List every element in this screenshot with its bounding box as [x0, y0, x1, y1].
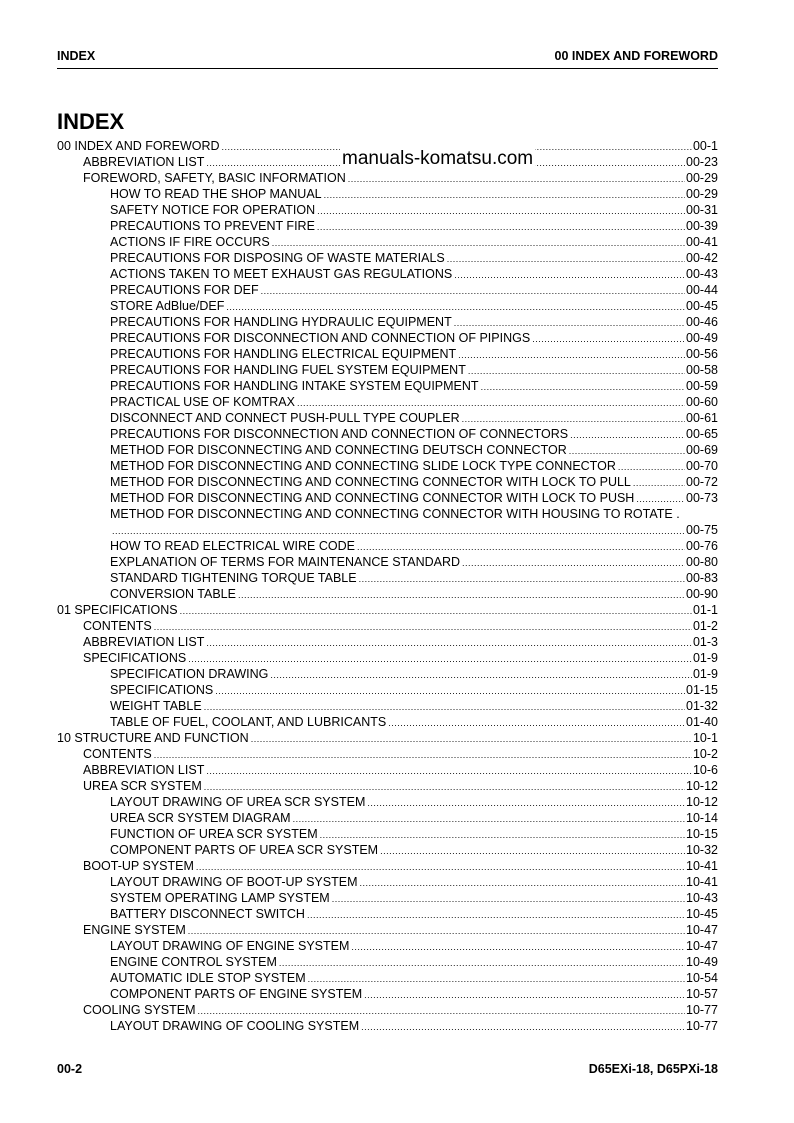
dot-leader	[360, 875, 686, 890]
toc-entry[interactable]	[57, 346, 718, 362]
toc-entry-page: 00-29	[686, 187, 718, 201]
dot-leader	[272, 235, 685, 250]
dot-leader	[388, 715, 685, 730]
toc-entry-page: 10-41	[686, 875, 718, 889]
toc-entry[interactable]	[57, 746, 718, 762]
toc-entry-title: CONVERSION TABLE	[110, 587, 236, 601]
toc-entry-title: EXPLANATION OF TERMS FOR MAINTENANCE STANDARD	[110, 555, 461, 569]
toc-entry-title: PRECAUTIONS FOR DISCONNECTION AND CONNECTION OF PIPINGS	[110, 331, 531, 345]
toc-entry-title: LAYOUT DRAWING OF UREA SCR SYSTEM	[110, 795, 366, 809]
toc-entry-page: 01-9	[692, 651, 718, 665]
toc-entry-page: 00-69	[686, 443, 718, 457]
dot-leader	[569, 443, 685, 458]
toc-entry[interactable]	[57, 538, 718, 554]
toc-entry[interactable]	[57, 666, 718, 682]
toc-entry-page: 00-80	[686, 555, 718, 569]
dot-leader	[206, 763, 692, 778]
dot-leader	[380, 843, 685, 858]
toc-entry[interactable]	[57, 970, 718, 986]
toc-entry-title: BOOT-UP SYSTEM	[83, 859, 194, 873]
toc-entry-page: 10-41	[686, 859, 718, 873]
toc-entry-page: 00-90	[686, 587, 718, 601]
toc-entry-page: 10-2	[692, 747, 718, 761]
toc-entry-page: 10-12	[686, 795, 718, 809]
table-of-contents	[57, 138, 718, 1034]
toc-entry-title: PRECAUTIONS TO PREVENT FIRE	[110, 219, 315, 233]
toc-entry-title: PRECAUTIONS FOR DISPOSING OF WASTE MATERIALS	[110, 251, 445, 265]
toc-entry-title: UREA SCR SYSTEM	[83, 779, 202, 793]
toc-entry-title: PRECAUTIONS FOR DEF	[110, 283, 259, 297]
toc-entry-page: 00-75	[686, 523, 718, 537]
dot-leader	[359, 571, 685, 586]
toc-entry-page: 00-31	[686, 203, 718, 217]
toc-entry-title: STANDARD TIGHTENING TORQUE TABLE	[110, 571, 357, 585]
toc-entry-page: 10-12	[686, 779, 718, 793]
page-title: INDEX	[57, 109, 125, 134]
toc-entry-title: ENGINE SYSTEM	[83, 923, 186, 937]
toc-entry[interactable]	[57, 234, 718, 250]
dot-leader	[196, 859, 685, 874]
toc-entry-page: 00-72	[686, 475, 718, 489]
dot-leader	[633, 475, 685, 490]
toc-entry-page: 00-43	[686, 267, 718, 281]
toc-entry-page: 10-47	[686, 939, 718, 953]
toc-entry-title: METHOD FOR DISCONNECTING AND CONNECTING CONNECTOR WITH LOCK TO PUSH	[110, 491, 635, 505]
toc-entry[interactable]	[57, 426, 718, 442]
toc-entry-title: ACTIONS IF FIRE OCCURS	[110, 235, 270, 249]
toc-entry-title: STORE AdBlue/DEF	[110, 299, 225, 313]
toc-entry[interactable]	[57, 954, 718, 970]
toc-entry[interactable]	[57, 522, 718, 538]
toc-entry[interactable]	[57, 602, 718, 618]
toc-entry-title: ENGINE CONTROL SYSTEM	[110, 955, 277, 969]
toc-entry-title: 01 SPECIFICATIONS	[57, 603, 178, 617]
dot-leader	[154, 747, 692, 762]
toc-entry-title: ABBREVIATION LIST	[83, 763, 205, 777]
toc-entry-page: 00-44	[686, 283, 718, 297]
toc-entry-page: 00-45	[686, 299, 718, 313]
toc-entry-page: 01-32	[686, 699, 718, 713]
toc-entry-page: 00-49	[686, 331, 718, 345]
dot-leader	[293, 811, 685, 826]
dot-leader	[154, 619, 692, 634]
toc-entry[interactable]	[57, 458, 718, 474]
dot-leader	[226, 299, 685, 314]
toc-entry-page: 00-61	[686, 411, 718, 425]
dot-leader	[297, 395, 685, 410]
dot-leader	[570, 427, 685, 442]
toc-entry[interactable]	[57, 906, 718, 922]
toc-entry-title: METHOD FOR DISCONNECTING AND CONNECTING CONNECTOR WITH LOCK TO PULL	[110, 475, 631, 489]
toc-entry-page: 10-14	[686, 811, 718, 825]
toc-entry-title: 00 INDEX AND FOREWORD	[57, 139, 220, 153]
dot-leader	[180, 603, 692, 618]
toc-entry[interactable]	[57, 554, 718, 570]
toc-entry[interactable]	[57, 506, 718, 522]
dot-leader	[351, 939, 685, 954]
toc-entry-title: PRECAUTIONS FOR HANDLING INTAKE SYSTEM EQUIPMENT	[110, 379, 479, 393]
toc-entry-page: 00-56	[686, 347, 718, 361]
toc-entry-title: SPECIFICATION DRAWING	[110, 667, 269, 681]
dot-leader	[332, 891, 685, 906]
watermark-text: manuals-komatsu.com	[342, 148, 534, 169]
toc-entry[interactable]	[57, 570, 718, 586]
toc-entry[interactable]	[57, 794, 718, 810]
toc-entry-page: 00-73	[686, 491, 718, 505]
dot-leader	[532, 331, 685, 346]
toc-entry-title: FOREWORD, SAFETY, BASIC INFORMATION	[83, 171, 346, 185]
toc-entry[interactable]	[57, 362, 718, 378]
dot-leader	[324, 187, 685, 202]
dot-leader	[206, 635, 692, 650]
toc-entry-page: 10-54	[686, 971, 718, 985]
dot-leader	[454, 315, 685, 330]
toc-entry-title: DISCONNECT AND CONNECT PUSH-PULL TYPE COUPLER	[110, 411, 460, 425]
dot-leader	[361, 1019, 685, 1034]
dot-leader	[307, 907, 685, 922]
toc-entry-page: 01-40	[686, 715, 718, 729]
toc-entry-title: ACTIONS TAKEN TO MEET EXHAUST GAS REGULATIONS	[110, 267, 453, 281]
toc-entry-title: HOW TO READ THE SHOP MANUAL	[110, 187, 322, 201]
toc-entry-title: ABBREVIATION LIST	[83, 155, 205, 169]
toc-entry-page: 10-45	[686, 907, 718, 921]
toc-entry[interactable]	[57, 298, 718, 314]
toc-entry-title: ABBREVIATION LIST	[83, 635, 205, 649]
dot-leader	[320, 827, 685, 842]
page-header	[57, 48, 718, 69]
toc-entry-page: 01-9	[692, 667, 718, 681]
toc-entry[interactable]	[57, 186, 718, 202]
dot-leader	[348, 171, 685, 186]
toc-entry-page: 00-41	[686, 235, 718, 249]
toc-entry-page: 00-42	[686, 251, 718, 265]
dot-leader	[367, 795, 685, 810]
toc-entry-title: PRECAUTIONS FOR HANDLING FUEL SYSTEM EQUIPMENT	[110, 363, 466, 377]
dot-leader	[215, 683, 685, 698]
toc-entry-title: FUNCTION OF UREA SCR SYSTEM	[110, 827, 318, 841]
dot-leader	[204, 699, 685, 714]
toc-entry-page: 00-76	[686, 539, 718, 553]
toc-entry[interactable]	[57, 682, 718, 698]
toc-entry[interactable]	[57, 714, 718, 730]
toc-entry[interactable]	[57, 842, 718, 858]
toc-entry-title: COOLING SYSTEM	[83, 1003, 196, 1017]
footer-model-label: D65EXi-18, D65PXi-18	[588, 1062, 718, 1076]
toc-entry-title: BATTERY DISCONNECT SWITCH	[110, 907, 305, 921]
dot-leader	[447, 251, 685, 266]
toc-entry-title: TABLE OF FUEL, COOLANT, AND LUBRICANTS	[110, 715, 387, 729]
toc-entry-page: 00-46	[686, 315, 718, 329]
toc-entry-title: SAFETY NOTICE FOR OPERATION	[110, 203, 316, 217]
toc-entry[interactable]	[57, 170, 718, 186]
toc-entry[interactable]	[57, 938, 718, 954]
toc-entry[interactable]	[57, 634, 718, 650]
toc-entry-title: AUTOMATIC IDLE STOP SYSTEM	[110, 971, 306, 985]
toc-entry-page: 10-43	[686, 891, 718, 905]
dot-leader	[618, 459, 685, 474]
toc-entry-page: 10-1	[692, 731, 718, 745]
dot-leader	[636, 491, 685, 506]
toc-entry[interactable]	[57, 394, 718, 410]
toc-entry-page: 10-47	[686, 923, 718, 937]
toc-entry-page: 00-29	[686, 171, 718, 185]
toc-entry[interactable]	[57, 986, 718, 1002]
dot-leader	[462, 555, 685, 570]
toc-entry-page: 00-83	[686, 571, 718, 585]
toc-entry[interactable]	[57, 730, 718, 746]
toc-entry-page: 00-59	[686, 379, 718, 393]
toc-entry-page: 00-70	[686, 459, 718, 473]
toc-entry[interactable]	[57, 1018, 718, 1034]
toc-entry[interactable]	[57, 378, 718, 394]
toc-entry[interactable]	[57, 218, 718, 234]
toc-entry[interactable]	[57, 586, 718, 602]
toc-entry-title: UREA SCR SYSTEM DIAGRAM	[110, 811, 291, 825]
toc-entry-title: COMPONENT PARTS OF ENGINE SYSTEM	[110, 987, 363, 1001]
toc-entry-title: PRECAUTIONS FOR HANDLING ELECTRICAL EQUIPMENT	[110, 347, 457, 361]
toc-entry[interactable]	[57, 314, 718, 330]
toc-entry-title: HOW TO READ ELECTRICAL WIRE CODE	[110, 539, 355, 553]
toc-entry[interactable]	[57, 282, 718, 298]
toc-entry[interactable]	[57, 922, 718, 938]
toc-entry-title: 10 STRUCTURE AND FUNCTION	[57, 731, 249, 745]
toc-entry-page: 00-60	[686, 395, 718, 409]
toc-entry[interactable]	[57, 490, 718, 506]
dot-leader	[454, 267, 685, 282]
dot-leader	[317, 219, 685, 234]
dot-leader	[364, 987, 685, 1002]
toc-entry-page: 00-39	[686, 219, 718, 233]
toc-entry-title: PRECAUTIONS FOR HANDLING HYDRAULIC EQUIPMENT	[110, 315, 452, 329]
toc-entry-page: 00-23	[686, 155, 718, 169]
toc-entry[interactable]	[57, 650, 718, 666]
toc-entry-page: 00-1	[692, 139, 718, 153]
toc-entry[interactable]	[57, 202, 718, 218]
toc-entry-page: 10-77	[686, 1019, 718, 1033]
toc-entry[interactable]	[57, 442, 718, 458]
toc-entry-title: CONTENTS	[83, 619, 152, 633]
dot-leader	[204, 779, 685, 794]
toc-entry-page: 10-57	[686, 987, 718, 1001]
dot-leader	[279, 955, 685, 970]
toc-entry[interactable]	[57, 474, 718, 490]
dot-leader	[112, 523, 685, 538]
toc-entry-title: PRACTICAL USE OF KOMTRAX	[110, 395, 295, 409]
toc-entry[interactable]	[57, 826, 718, 842]
dot-leader	[198, 1003, 685, 1018]
toc-entry-title: LAYOUT DRAWING OF ENGINE SYSTEM	[110, 939, 350, 953]
toc-entry-page: 01-2	[692, 619, 718, 633]
toc-entry-page: 00-65	[686, 427, 718, 441]
toc-entry-title: METHOD FOR DISCONNECTING AND CONNECTING SLIDE LOCK TYPE CONNECTOR	[110, 459, 616, 473]
toc-entry-title: PRECAUTIONS FOR DISCONNECTION AND CONNECTION OF CONNECTORS	[110, 427, 569, 441]
toc-entry-title: SPECIFICATIONS	[83, 651, 187, 665]
toc-entry-title: WEIGHT TABLE	[110, 699, 202, 713]
footer-page-number: 00-2	[57, 1062, 83, 1076]
dot-leader	[261, 283, 685, 298]
toc-entry-page: 10-49	[686, 955, 718, 969]
toc-entry[interactable]	[57, 778, 718, 794]
toc-entry-page: 01-1	[692, 603, 718, 617]
toc-entry[interactable]	[57, 266, 718, 282]
header-section-label: INDEX	[57, 49, 96, 63]
toc-entry-title: CONTENTS	[83, 747, 152, 761]
toc-entry[interactable]	[57, 330, 718, 346]
toc-entry[interactable]	[57, 1002, 718, 1018]
dot-leader	[317, 203, 685, 218]
toc-entry-title: METHOD FOR DISCONNECTING AND CONNECTING CONNECTOR WITH HOUSING TO ROTATE .	[110, 507, 680, 521]
dot-leader	[357, 539, 685, 554]
dot-leader	[468, 363, 685, 378]
toc-entry-page: 00-58	[686, 363, 718, 377]
dot-leader	[238, 587, 685, 602]
toc-entry[interactable]	[57, 858, 718, 874]
dot-leader	[481, 379, 685, 394]
toc-entry-title: METHOD FOR DISCONNECTING AND CONNECTING DEUTSCH CONNECTOR	[110, 443, 567, 457]
dot-leader	[308, 971, 685, 986]
toc-entry[interactable]	[57, 890, 718, 906]
dot-leader	[462, 411, 685, 426]
dot-leader	[458, 347, 685, 362]
dot-leader	[270, 667, 692, 682]
toc-entry[interactable]	[57, 874, 718, 890]
toc-entry[interactable]	[57, 250, 718, 266]
dot-leader	[188, 651, 692, 666]
toc-entry-page: 10-15	[686, 827, 718, 841]
toc-entry[interactable]	[57, 698, 718, 714]
toc-entry-page: 10-77	[686, 1003, 718, 1017]
toc-entry-page: 10-6	[692, 763, 718, 777]
toc-entry[interactable]	[57, 810, 718, 826]
toc-entry[interactable]	[57, 618, 718, 634]
toc-entry-title: SYSTEM OPERATING LAMP SYSTEM	[110, 891, 330, 905]
dot-leader	[188, 923, 685, 938]
toc-entry-page: 01-15	[686, 683, 718, 697]
toc-entry-title: SPECIFICATIONS	[110, 683, 214, 697]
toc-entry[interactable]	[57, 762, 718, 778]
toc-entry-page: 01-3	[692, 635, 718, 649]
toc-entry[interactable]	[57, 410, 718, 426]
header-chapter-label: 00 INDEX AND FOREWORD	[554, 49, 718, 63]
toc-entry-page: 10-32	[686, 843, 718, 857]
toc-entry-title: LAYOUT DRAWING OF BOOT-UP SYSTEM	[110, 875, 358, 889]
dot-leader	[251, 731, 692, 746]
toc-entry-title: LAYOUT DRAWING OF COOLING SYSTEM	[110, 1019, 360, 1033]
toc-entry-title: COMPONENT PARTS OF UREA SCR SYSTEM	[110, 843, 379, 857]
